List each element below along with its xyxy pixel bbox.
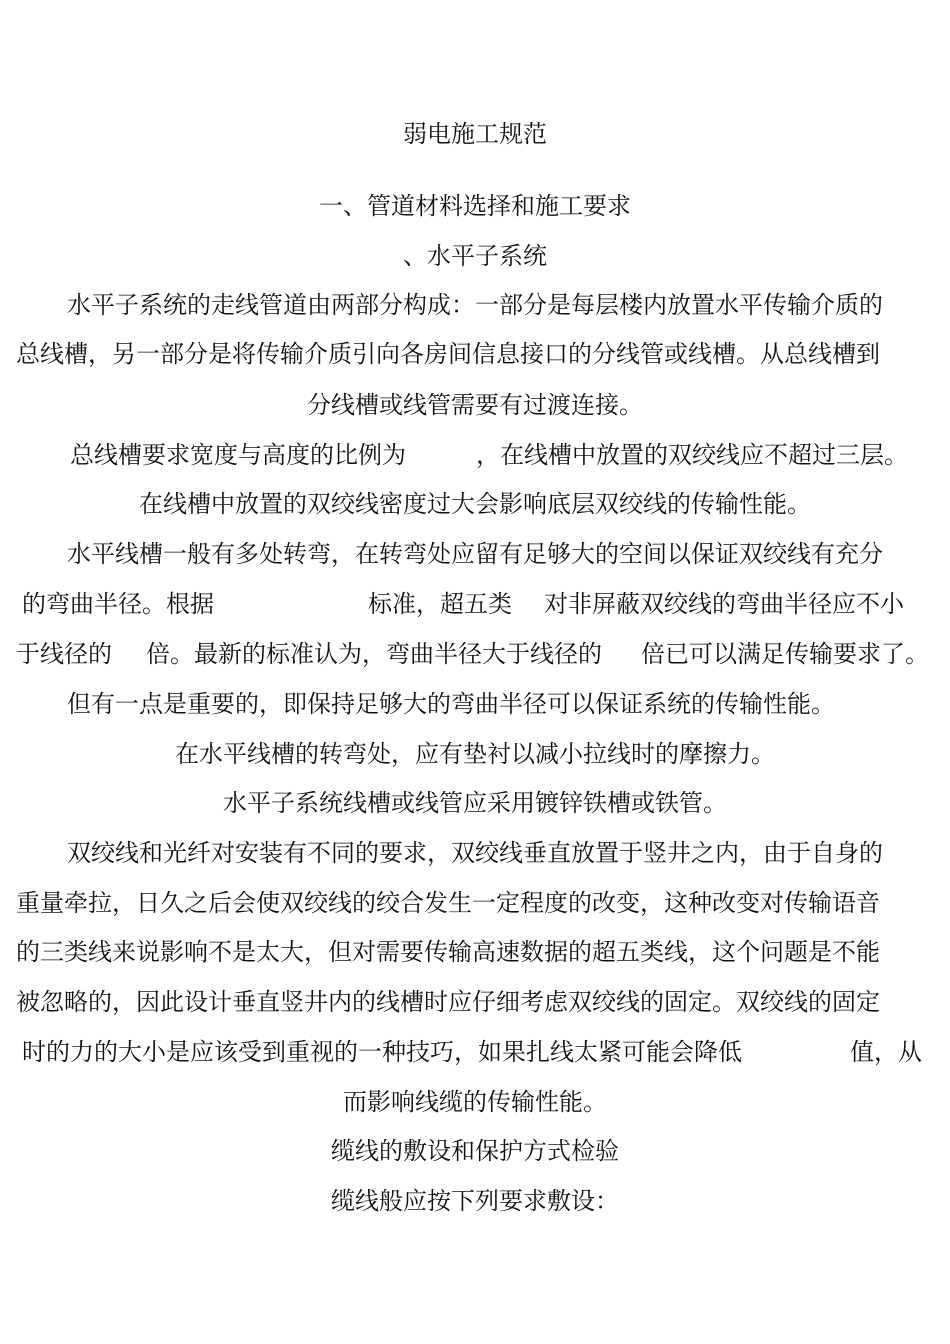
document-title: 弱电施工规范 [403, 120, 547, 148]
para3-line3-part1: 于线径的 [16, 640, 112, 668]
para3-line4: 但有一点是重要的，即保持足够大的弯曲半径可以保证系统的传输性能。 [67, 690, 835, 718]
para2-line1-part1: 总线槽要求宽度与高度的比例为 [70, 441, 406, 469]
section-heading: 一、管道材料选择和施工要求 [319, 192, 631, 220]
para3-line2-part3: 对非屏蔽双绞线的弯曲半径应不小 [544, 590, 904, 618]
para6-line4: 被忽略的，因此设计垂直竖井内的线槽时应仔细考虑双绞线的固定。双绞线的固定 [16, 988, 880, 1016]
para4: 在水平线槽的转弯处，应有垫衬以减小拉线时的摩擦力。 [175, 740, 775, 768]
para3-line1: 水平线槽一般有多处转弯，在转弯处应留有足够大的空间以保证双绞线有充分 [67, 540, 883, 568]
para6-line2: 重量牵拉，日久之后会使双绞线的绞合发生一定程度的改变，这种改变对传输语音 [16, 889, 880, 917]
para2-line1-part2: ，在线槽中放置的双绞线应不超过三层。 [476, 441, 908, 469]
para8: 缆线般应按下列要求敷设： [331, 1187, 619, 1215]
para6-line5-part2: 值，从 [850, 1038, 922, 1066]
para2-line2: 在线槽中放置的双绞线密度过大会影响底层双绞线的传输性能。 [139, 490, 811, 518]
para3-line2-part2: 标准，超五类 [368, 590, 512, 618]
para3-line3-part3: 倍已可以满足传输要求了。 [641, 640, 929, 668]
para6-line6: 而影响线缆的传输性能。 [343, 1088, 607, 1116]
para7: 缆线的敷设和保护方式检验 [331, 1137, 619, 1165]
para1-line3: 分线槽或线管需要有过渡连接。 [307, 391, 643, 419]
para6-line3: 的三类线来说影响不是太大，但对需要传输高速数据的超五类线，这个问题是不能 [16, 938, 880, 966]
para6-line1: 双绞线和光纤对安装有不同的要求，双绞线垂直放置于竖井之内，由于自身的 [67, 839, 883, 867]
para1-line1: 水平子系统的走线管道由两部分构成：一部分是每层楼内放置水平传输介质的 [67, 291, 883, 319]
para3-line2-part1: 的弯曲半径。根据 [22, 590, 214, 618]
para6-line5-part1: 时的力的大小是应该受到重视的一种技巧，如果扎线太紧可能会降低 [22, 1038, 742, 1066]
para3-line3-part2: 倍。最新的标准认为，弯曲半径大于线径的 [146, 640, 602, 668]
para5: 水平子系统线槽或线管应采用镀锌铁槽或铁管。 [223, 789, 727, 817]
para1-line2: 总线槽，另一部分是将传输介质引向各房间信息接口的分线管或线槽。从总线槽到 [16, 340, 880, 368]
subsection-heading: 、水平子系统 [403, 242, 547, 270]
